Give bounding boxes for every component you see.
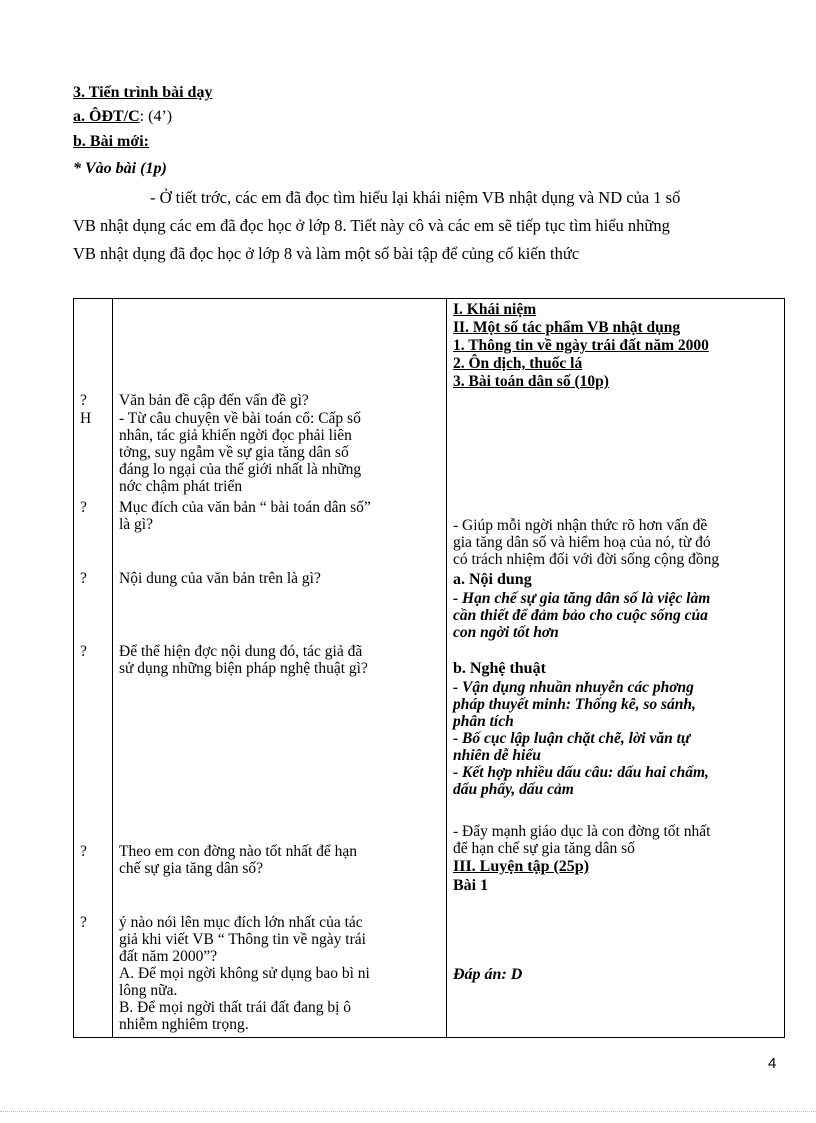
question-purpose-line: là gì? bbox=[119, 516, 153, 533]
question-exercise-line: nhiễm nghiêm trọng. bbox=[119, 1016, 249, 1033]
intro-line-2: VB nhật dụng các em đã đọc học ở lớp 8. Tiết này cô và các em sẽ tiếp tục tìm hiểu những bbox=[73, 216, 670, 235]
answer-art bbox=[453, 679, 783, 798]
answer-solution-line: - Đẩy mạnh giáo dục là con đờng tốt nhất bbox=[453, 823, 711, 840]
art-heading: b. Nghệ thuật bbox=[453, 660, 546, 677]
answer-art-line: - Vận dụng nhuần nhuyễn các phơng bbox=[453, 679, 694, 696]
answer-content-line: cần thiết để đảm bảo cho cuộc sống của bbox=[453, 607, 708, 624]
marker-question-1: ? bbox=[80, 392, 87, 409]
answer-topic-line: tởng, suy ngẫm về sự gia tăng dân số bbox=[119, 444, 349, 461]
question-solution-line: chế sự gia tăng dân số? bbox=[119, 860, 263, 877]
heading-tobacco: 2. Ôn dịch, thuốc lá bbox=[453, 355, 583, 372]
part-b-heading: b. Bài mới: bbox=[73, 133, 149, 150]
intro-heading: * Vào bài (1p) bbox=[73, 160, 167, 177]
answer-content-line: con ngời tốt hơn bbox=[453, 624, 559, 641]
answer-topic bbox=[119, 410, 441, 495]
answer-topic-line: đáng lo ngại của thế giới nhất là những bbox=[119, 461, 362, 478]
practice-heading: III. Luyện tập (25p) bbox=[453, 858, 590, 875]
answer-art-line: - Kết hợp nhiều dấu câu: dấu hai chấm, bbox=[453, 764, 709, 781]
answer-topic-line: nớc chậm phát triển bbox=[119, 478, 243, 495]
question-exercise-line: B. Để mọi ngời thất trái đất đang bị ô bbox=[119, 999, 352, 1016]
answer-topic-line: nhân, tác giả khiến ngời đọc phải liên bbox=[119, 427, 352, 444]
question-purpose bbox=[119, 499, 441, 533]
part-a-label: a. ÔĐT/C bbox=[73, 108, 140, 125]
question-art-line: Để thể hiện đợc nội dung đó, tác giả đã bbox=[119, 643, 363, 660]
question-solution bbox=[119, 843, 441, 877]
column-divider-2 bbox=[446, 298, 447, 1038]
answer-art-line: - Bố cục lập luận chặt chẽ, lời văn tự bbox=[453, 730, 691, 747]
answer-solution-line: để hạn chế sự gia tăng dân số bbox=[453, 840, 635, 857]
answer-solution bbox=[453, 823, 783, 857]
marker-question-5: ? bbox=[80, 843, 87, 860]
question-exercise-line: A. Để mọi ngời không sử dụng bao bì ni bbox=[119, 965, 370, 982]
question-exercise-line: lông nữa. bbox=[119, 982, 178, 999]
marker-question-3: ? bbox=[80, 570, 87, 587]
answer-purpose-line: có trách nhiệm đối với đời sống cộng đồng bbox=[453, 551, 720, 568]
answer-content bbox=[453, 590, 783, 641]
part-a-heading bbox=[73, 108, 172, 126]
question-exercise-line: ý nào nói lên mục đích lớn nhất của tác bbox=[119, 914, 363, 931]
right-top-headings bbox=[453, 301, 783, 391]
question-topic: Văn bản đề cập đến vấn đề gì? bbox=[119, 392, 309, 409]
marker-question-4: ? bbox=[80, 643, 87, 660]
content-heading: a. Nội dung bbox=[453, 571, 532, 588]
question-art-line: sử dụng những biện pháp nghệ thuật gì? bbox=[119, 660, 368, 677]
page-number: 4 bbox=[768, 1055, 777, 1072]
section-heading: 3. Tiến trình bài dạy bbox=[73, 84, 213, 101]
exercise-1-heading: Bài 1 bbox=[453, 877, 489, 894]
question-exercise-line: đất năm 2000”? bbox=[119, 948, 218, 965]
answer-art-line: nhiên dễ hiểu bbox=[453, 747, 541, 764]
heading-works: II. Một số tác phẩm VB nhật dụng bbox=[453, 319, 681, 336]
answer-key: Đáp án: D bbox=[453, 966, 523, 983]
marker-question-6: ? bbox=[80, 914, 87, 931]
question-exercise bbox=[119, 914, 441, 1033]
heading-concept: I. Khái niệm bbox=[453, 301, 537, 318]
answer-art-line: pháp thuyết minh: Thống kê, so sánh, bbox=[453, 696, 696, 713]
answer-art-line: dấu phẩy, dấu cảm bbox=[453, 781, 574, 798]
answer-purpose-line: gia tăng dân số và hiểm hoạ của nó, từ đó bbox=[453, 534, 711, 551]
question-exercise-line: giả khi viết VB “ Thông tin về ngày trái bbox=[119, 931, 366, 948]
page-bottom-rule bbox=[0, 1111, 816, 1112]
answer-content-line: - Hạn chế sự gia tăng dân số là việc làm bbox=[453, 590, 711, 607]
question-art bbox=[119, 643, 441, 677]
column-divider-1 bbox=[112, 298, 113, 1038]
heading-population: 3. Bài toán dân số (10p) bbox=[453, 373, 609, 390]
question-content: Nội dung của văn bản trên là gì? bbox=[119, 570, 321, 587]
answer-topic-line: - Từ câu chuyện về bài toán cổ: Cấp số bbox=[119, 410, 361, 427]
question-purpose-line: Mục đích của văn bản “ bài toán dân số” bbox=[119, 499, 371, 516]
answer-art-line: phân tích bbox=[453, 713, 514, 730]
intro-line-3: VB nhật dụng đã đọc học ở lớp 8 và làm một số bài tập để củng cố kiến thức bbox=[73, 244, 580, 263]
answer-purpose-line: - Giúp mỗi ngời nhận thức rõ hơn vấn đề bbox=[453, 517, 708, 534]
question-solution-line: Theo em con đờng nào tốt nhất để hạn bbox=[119, 843, 358, 860]
heading-earth-day: 1. Thông tin về ngày trái đất năm 2000 bbox=[453, 337, 709, 354]
intro-line-1: - Ở tiết trớc, các em đã đọc tìm hiểu lại khái niệm VB nhật dụng và ND của 1 số bbox=[150, 188, 681, 207]
marker-question-2: ? bbox=[80, 499, 87, 516]
part-a-time: : (4’) bbox=[139, 108, 173, 125]
answer-purpose bbox=[453, 517, 783, 568]
marker-answer-h: H bbox=[80, 410, 92, 427]
